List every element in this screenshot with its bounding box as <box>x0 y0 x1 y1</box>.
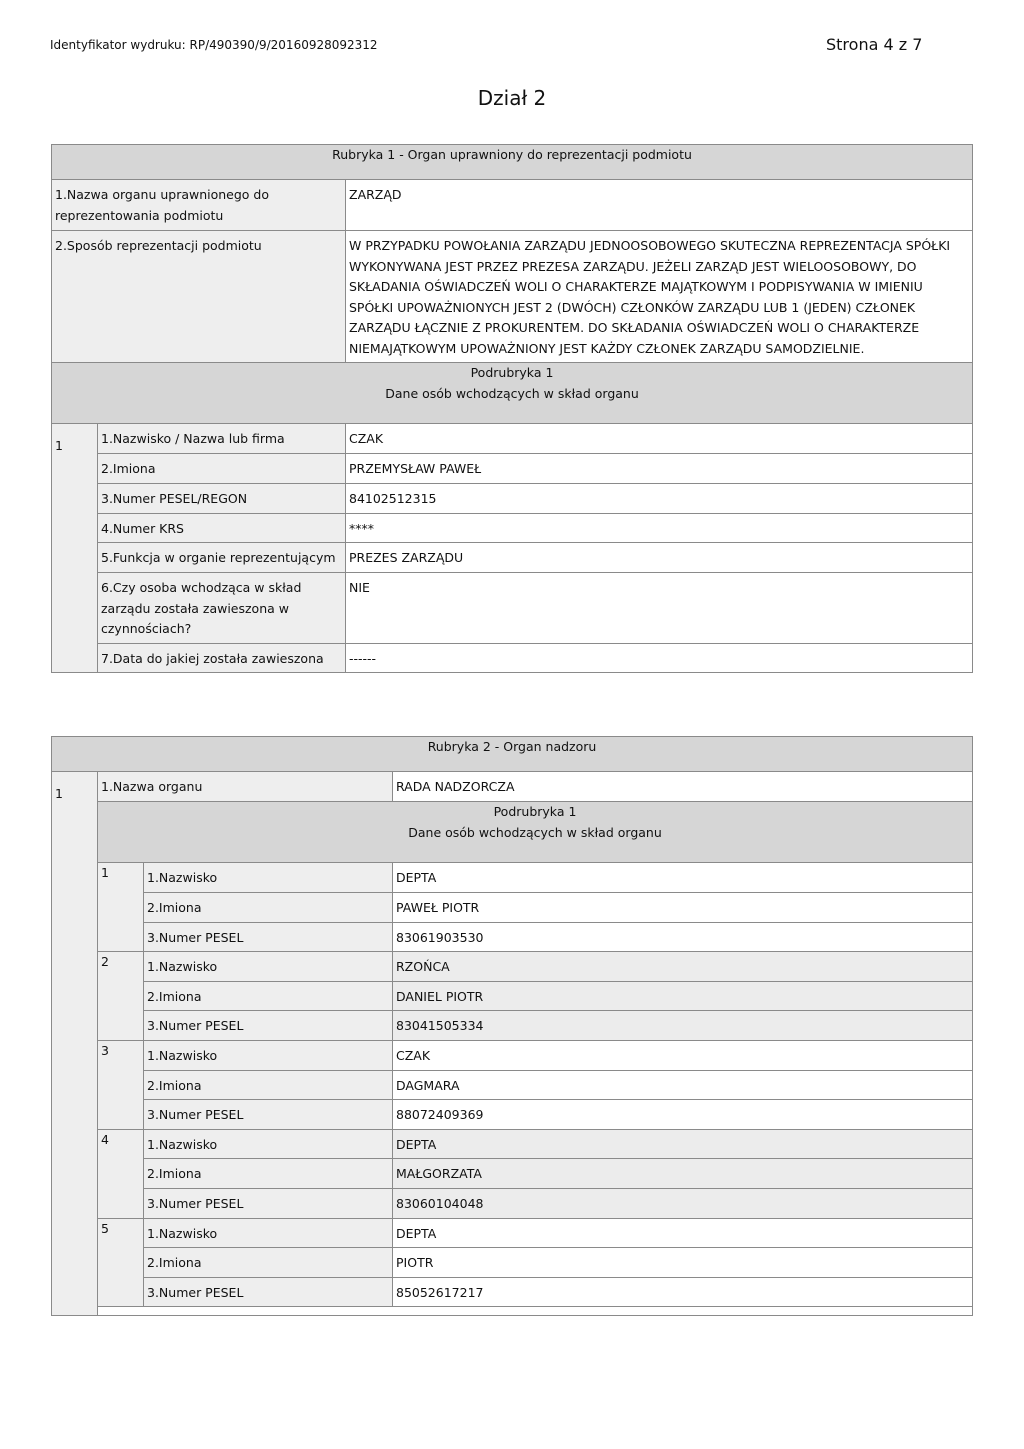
member-field-value: DAGMARA <box>393 1071 973 1100</box>
member-field-value: MAŁGORZATA <box>393 1159 973 1189</box>
person-field-label: 6.Czy osoba wchodząca w skład zarządu została zawieszona w czynnościach? <box>98 573 346 644</box>
member-field-label: 3.Numer PESEL <box>144 1189 393 1219</box>
member-field-value: DANIEL PIOTR <box>393 982 973 1011</box>
podrubryka-title: Podrubryka 1 <box>493 804 577 819</box>
member-field-label: 1.Nazwisko <box>144 1041 393 1071</box>
page-number: Strona 4 z 7 <box>826 35 923 54</box>
rubryka-2-table <box>51 736 973 1316</box>
member-field-value: 83041505334 <box>393 1011 973 1041</box>
member-field-value: CZAK <box>393 1041 973 1071</box>
member-field-value: 83060104048 <box>393 1189 973 1219</box>
person-field-value: PREZES ZARZĄDU <box>346 543 973 573</box>
person-field-label: 3.Numer PESEL/REGON <box>98 484 346 514</box>
podrubryka-subtitle: Dane osób wchodzących w skład organu <box>385 385 639 401</box>
member-field-label: 1.Nazwisko <box>144 1130 393 1159</box>
person-field-label: 7.Data do jakiej została zawieszona <box>98 644 346 673</box>
person-field-label: 5.Funkcja w organie reprezentującym <box>98 543 346 573</box>
member-field-value: PAWEŁ PIOTR <box>393 893 973 923</box>
podrubryka-title: Podrubryka 1 <box>470 365 554 380</box>
member-field-value: DEPTA <box>393 1130 973 1159</box>
podrubryka-subtitle: Dane osób wchodzących w skład organu <box>408 824 662 840</box>
member-field-value: DEPTA <box>393 863 973 893</box>
rubryka-1-title: Rubryka 1 - Organ uprawniony do reprezentacji podmiotu <box>52 145 973 180</box>
member-index: 4 <box>98 1130 144 1219</box>
organ-index: 1 <box>52 772 98 1316</box>
member-field-label: 2.Imiona <box>144 1159 393 1189</box>
member-field-value: PIOTR <box>393 1248 973 1278</box>
rubryka-1-table <box>51 144 973 673</box>
member-field-label: 3.Numer PESEL <box>144 1278 393 1307</box>
member-field-value: DEPTA <box>393 1219 973 1248</box>
podrubryka-header <box>98 802 973 863</box>
member-field-value: 83061903530 <box>393 923 973 952</box>
rubryka-2-title: Rubryka 2 - Organ nadzoru <box>52 737 973 772</box>
print-identifier: Identyfikator wydruku: RP/490390/9/20160928092312 <box>50 38 378 52</box>
member-field-value: 85052617217 <box>393 1278 973 1307</box>
member-index: 3 <box>98 1041 144 1130</box>
person-field-value: 84102512315 <box>346 484 973 514</box>
member-field-value: 88072409369 <box>393 1100 973 1130</box>
person-field-label: 2.Imiona <box>98 454 346 484</box>
member-index: 5 <box>98 1219 144 1307</box>
organ-name-value: ZARZĄD <box>346 180 973 231</box>
member-field-label: 1.Nazwisko <box>144 1219 393 1248</box>
member-field-label: 2.Imiona <box>144 1248 393 1278</box>
section-title: Dział 2 <box>477 86 547 110</box>
table-footer-spacer <box>98 1307 973 1316</box>
member-field-label: 3.Numer PESEL <box>144 1100 393 1130</box>
person-field-value: PRZEMYSŁAW PAWEŁ <box>346 454 973 484</box>
member-field-label: 2.Imiona <box>144 1071 393 1100</box>
member-field-label: 1.Nazwisko <box>144 863 393 893</box>
member-index: 2 <box>98 952 144 1041</box>
member-field-label: 2.Imiona <box>144 893 393 923</box>
person-field-value: CZAK <box>346 424 973 454</box>
organ-label: 1.Nazwa organu <box>98 772 393 802</box>
person-field-value: **** <box>346 514 973 543</box>
member-field-label: 3.Numer PESEL <box>144 923 393 952</box>
member-field-label: 2.Imiona <box>144 982 393 1011</box>
representation-value: W PRZYPADKU POWOŁANIA ZARZĄDU JEDNOOSOBOWEGO SKUTECZNA REPREZENTACJA SPÓŁKI WYKONYWANA JEST PRZEZ PREZESA ZARZĄDU. JEŻELI ZARZĄD JEST WIELOOSOBOWY, DO SKŁADANIA OŚWIADCZEŃ WOLI O CHARAKTERZE MAJĄTKOWYM I PODPISYWANIA W IMIENIU SPÓŁKI UPOWAŻNIONYCH JEST 2 (DWÓCH) CZŁONKÓW ZARZĄDU LUB 1 (JEDEN) CZŁONEK ZARZĄDU ŁĄCZNIE Z PROKURENTEM. DO SKŁADANIA OŚWIADCZEŃ WOLI O CHARAKTERZE NIEMAJĄTKOWYM UPOWAŻNIONY JEST KAŻDY CZŁONEK ZARZĄDU SAMODZIELNIE. <box>346 231 973 363</box>
organ-value: RADA NADZORCZA <box>393 772 973 802</box>
podrubryka-header <box>52 363 973 424</box>
person-field-value: ------ <box>346 644 973 673</box>
member-field-label: 1.Nazwisko <box>144 952 393 982</box>
person-index: 1 <box>52 424 98 673</box>
member-field-label: 3.Numer PESEL <box>144 1011 393 1041</box>
person-field-value: NIE <box>346 573 973 644</box>
person-field-label: 1.Nazwisko / Nazwa lub firma <box>98 424 346 454</box>
member-field-value: RZOŃCA <box>393 952 973 982</box>
person-field-label: 4.Numer KRS <box>98 514 346 543</box>
representation-label: 2.Sposób reprezentacji podmiotu <box>52 231 346 363</box>
member-index: 1 <box>98 863 144 952</box>
organ-name-label: 1.Nazwa organu uprawnionego do reprezentowania podmiotu <box>52 180 346 231</box>
